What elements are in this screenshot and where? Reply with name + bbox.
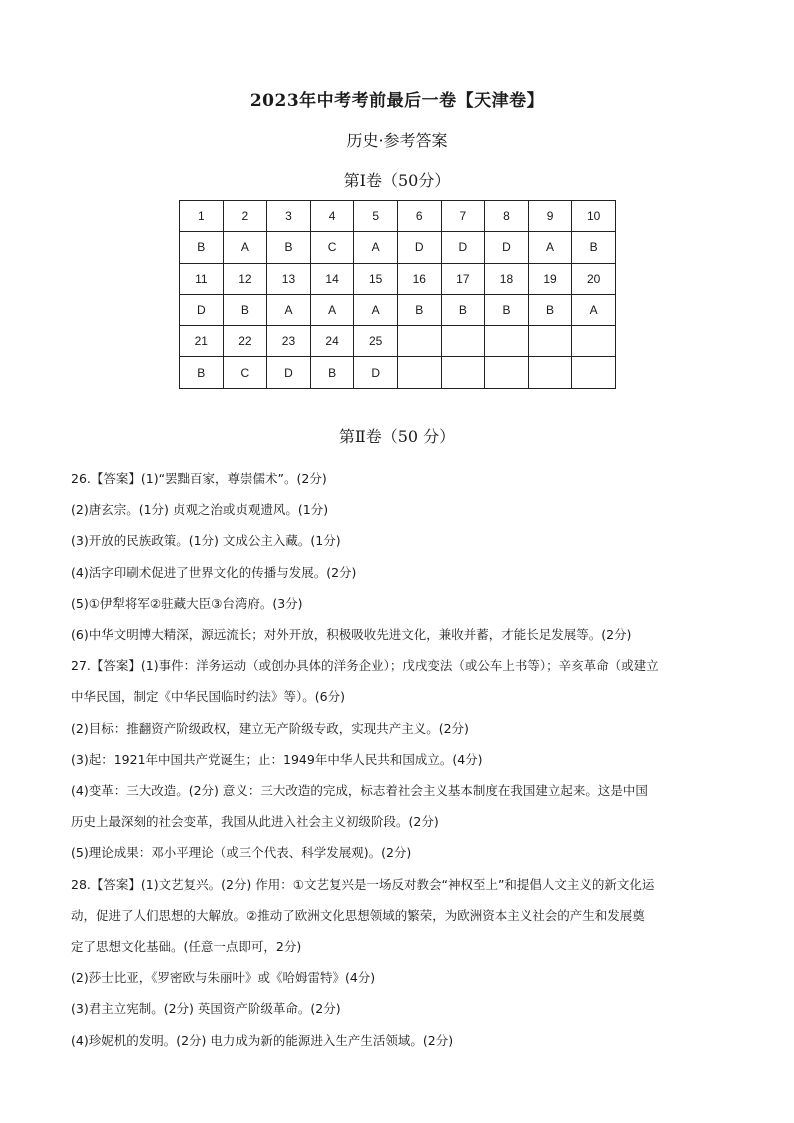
answer-line: (6)中华文明博大精深，源远流长；对外开放，积极吸收先进文化，兼收并蓄，才能长足发展等。(2分) <box>71 627 632 643</box>
question-number-row <box>180 263 616 294</box>
question-number-cell: 25 <box>354 326 398 357</box>
question-number-cell: 22 <box>223 326 267 357</box>
question-number-cell: 2 <box>223 201 267 232</box>
question-number-cell: 3 <box>267 201 311 232</box>
answer-cell: A <box>223 232 267 263</box>
part2-heading: 第Ⅱ卷（50 分） <box>338 427 456 446</box>
question-number-cell: 5 <box>354 201 398 232</box>
document-subtitle: 历史·参考答案 <box>346 131 448 150</box>
question-number-cell: 8 <box>485 201 529 232</box>
question-number-cell: 6 <box>397 201 441 232</box>
answer-cell: A <box>310 294 354 325</box>
question-number-cell <box>572 326 616 357</box>
answer-cell: D <box>354 357 398 388</box>
answer-line: (2)唐玄宗。(1分) 贞观之治或贞观遗风。(1分) <box>71 502 329 518</box>
answer-cell: A <box>572 294 616 325</box>
question-number-cell: 20 <box>572 263 616 294</box>
question-number-cell: 9 <box>528 201 572 232</box>
question-number-cell: 14 <box>310 263 354 294</box>
question-number-cell: 15 <box>354 263 398 294</box>
answer-cell: D <box>397 232 441 263</box>
answer-line: 中华民国，制定《中华民国临时约法》等）。(6分) <box>71 689 345 705</box>
question-number-cell: 11 <box>180 263 224 294</box>
answer-line: (3)起：1921年中国共产党诞生；止：1949年中华人民共和国成立。(4分) <box>71 751 483 767</box>
answer-line: (4)活字印刷术促进了世界文化的传播与发展。(2分) <box>71 564 357 580</box>
answer-table <box>179 200 616 389</box>
answer-cell: B <box>485 294 529 325</box>
answer-cell: D <box>180 294 224 325</box>
question-number-cell: 19 <box>528 263 572 294</box>
answer-cell: D <box>267 357 311 388</box>
answer-cell: A <box>354 232 398 263</box>
answer-cell: B <box>267 232 311 263</box>
answer-explanations <box>71 463 731 1056</box>
answer-cell: A <box>528 232 572 263</box>
answer-cell: C <box>223 357 267 388</box>
answer-line: (5)理论成果：邓小平理论（或三个代表、科学发展观)。(2分) <box>71 845 412 861</box>
answer-cell: B <box>180 232 224 263</box>
answer-cell: B <box>180 357 224 388</box>
answer-cell: C <box>310 232 354 263</box>
answer-line: 27.【答案】(1)事件：洋务运动（或创办具体的洋务企业）；戊戌变法（或公车上书等）；辛亥革命（或建立 <box>71 658 659 674</box>
question-number-cell: 10 <box>572 201 616 232</box>
question-number-cell <box>485 326 529 357</box>
question-number-row <box>180 201 616 232</box>
answer-key-row <box>180 357 616 388</box>
answer-cell <box>572 357 616 388</box>
answer-cell <box>441 357 485 388</box>
question-number-cell: 24 <box>310 326 354 357</box>
answer-cell: D <box>441 232 485 263</box>
answer-cell: B <box>223 294 267 325</box>
question-number-cell: 13 <box>267 263 311 294</box>
question-number-cell: 16 <box>397 263 441 294</box>
answer-line: 历史上最深刻的社会变革，我国从此进入社会主义初级阶段。(2分) <box>71 814 439 830</box>
question-number-row <box>180 326 616 357</box>
answer-line: (2)目标：推翻资产阶级政权，建立无产阶级专政，实现共产主义。(2分) <box>71 720 469 736</box>
answer-cell: A <box>354 294 398 325</box>
question-number-cell: 23 <box>267 326 311 357</box>
question-number-cell: 21 <box>180 326 224 357</box>
answer-cell <box>397 357 441 388</box>
answer-cell: B <box>441 294 485 325</box>
question-number-cell: 18 <box>485 263 529 294</box>
question-number-cell <box>528 326 572 357</box>
answer-cell: B <box>310 357 354 388</box>
answer-line: 动，促进了人们思想的大解放。②推动了欧洲文化思想领域的繁荣，为欧洲资本主义社会的产生和发展奠 <box>71 907 645 923</box>
answer-cell: B <box>572 232 616 263</box>
answer-cell <box>485 357 529 388</box>
part1-heading: 第Ⅰ卷（50分） <box>343 171 451 190</box>
question-number-cell <box>397 326 441 357</box>
answer-line: 26.【答案】(1)“罢黜百家，尊崇儒术”。(2分) <box>71 471 327 486</box>
answer-line: 定了思想文化基础。(任意一点即可，2分) <box>71 939 302 955</box>
answer-cell: B <box>528 294 572 325</box>
document-title: 2023年中考考前最后一卷【天津卷】 <box>249 91 545 111</box>
question-number-cell <box>441 326 485 357</box>
question-number-cell: 7 <box>441 201 485 232</box>
answer-cell: A <box>267 294 311 325</box>
question-number-cell: 17 <box>441 263 485 294</box>
answer-cell: B <box>397 294 441 325</box>
answer-line: (3)开放的民族政策。(1分) 文成公主入藏。(1分) <box>71 533 341 549</box>
answer-line: 28.【答案】(1)文艺复兴。(2分) 作用：①文艺复兴是一场反对教会“神权至上”和提倡人文主义的新文化运 <box>71 876 655 892</box>
answer-key-row <box>180 232 616 263</box>
answer-key-row <box>180 294 616 325</box>
question-number-cell: 4 <box>310 201 354 232</box>
answer-line: (4)变革：三大改造。(2分) 意义：三大改造的完成，标志着社会主义基本制度在我国建立起来。这是中国 <box>71 783 648 799</box>
question-number-cell: 12 <box>223 263 267 294</box>
question-number-cell: 1 <box>180 201 224 232</box>
answer-cell <box>528 357 572 388</box>
answer-cell: D <box>485 232 529 263</box>
answer-line: (2)莎士比亚，《罗密欧与朱丽叶》或《哈姆雷特》(4分) <box>71 970 376 986</box>
answer-line: (5)①伊犁将军②驻藏大臣③台湾府。(3分) <box>71 595 303 611</box>
answer-line: (4)珍妮机的发明。(2分) 电力成为新的能源进入生产生活领域。(2分) <box>71 1032 454 1048</box>
answer-line: (3)君主立宪制。(2分) 英国资产阶级革命。(2分) <box>71 1001 341 1017</box>
